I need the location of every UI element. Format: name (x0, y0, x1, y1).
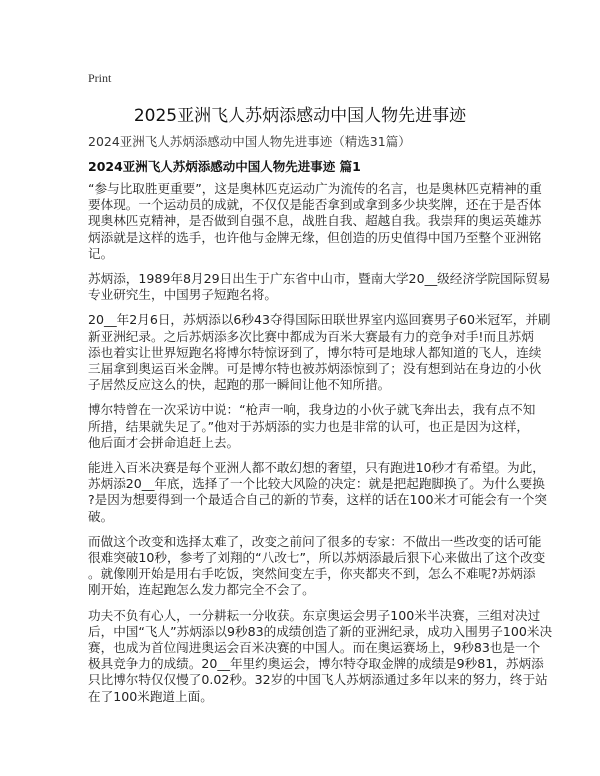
paragraph (88, 181, 542, 262)
paragraph-line: 所措，结果就失足了。”他对于苏炳添的实力也是非常的认可，也正是因为这样， (88, 418, 530, 434)
paragraph-line: “参与比取胜更重要”，这是奥林匹克运动广为流传的名言，也是奥林匹克精神的重 (88, 181, 542, 196)
paragraph-line: 在了100米跑道上面。 (88, 688, 213, 704)
paragraph (88, 533, 546, 599)
paragraph-line: 后，中国“飞人”苏炳添以9秒83的成绩创造了新的亚洲纪录，成功入围男子100米决 (88, 623, 553, 639)
paragraph-line: 很难突破10秒，参考了刘翔的“八改七”，所以苏炳添最后狠下心来做出了这个改变 (88, 550, 546, 566)
paragraph-line: 专业研究生，中国男子短跑名将。 (88, 287, 277, 303)
paragraph-line: 苏炳添，1989年8月29日出生于广东省中山市，暨南大学20__级经济学院国际贸易 (88, 271, 551, 287)
paragraph-line: 记。 (88, 245, 114, 261)
paragraph-line: 极具竞争力的成绩。20__年里约奥运会，博尔特夺取金牌的成绩是9秒81，苏炳添 (88, 656, 544, 672)
paragraph-line: 刚开始，连起跑怎么发力都完全不会了。 (88, 582, 315, 598)
paragraph-line: 三届拿到奥运百米金牌。可是博尔特也被苏炳添惊到了；没有想到站在身边的小伙 (88, 361, 542, 377)
paragraph-line: 添也着实让世界短跑名将博尔特惊讶到了，博尔特可是地球人都知道的飞人，连续 (88, 344, 542, 360)
paragraph-line: 赛，也成为首位闯进奥运会百米决赛的中国人。而在奥运赛场上，9秒83也是一个 (88, 640, 541, 656)
paragraph (88, 460, 547, 525)
paragraph (88, 607, 553, 705)
paragraph-line: 破。 (88, 508, 114, 524)
paragraph-line: ?是因为想要得到一个最适合自己的新的节奏，这样的话在100米才可能会有一个突 (88, 492, 547, 508)
paragraph-line: 苏炳添20__年底，选择了一个比较大风险的决定：就是把起跑脚换了。为什么要换 (88, 476, 545, 492)
paragraph-line: 新亚洲纪录。之后苏炳添多次比赛中都成为百米大赛最有力的竞争对手!而且苏炳 (88, 328, 534, 344)
article-body (88, 181, 553, 714)
paragraph-line: 功夫不负有心人，一分耕耘一分收获。东京奥运会男子100米半决赛，三组对决过 (88, 607, 541, 623)
paragraph (88, 402, 536, 451)
document-title: 2025亚洲飞人苏炳添感动中国人物先进事迹 (133, 106, 467, 126)
paragraph (88, 271, 551, 303)
paragraph-line: 只比博尔特仅仅慢了0.02秒。32岁的中国飞人苏炳添通过多年以来的努力，终于站 (88, 672, 548, 688)
section-heading: 2024亚洲飞人苏炳添感动中国人物先进事迹 篇1 (88, 159, 361, 174)
paragraph-line: 子居然反应这么的快，起跑的那一瞬间让他不知所措。 (88, 377, 391, 393)
document-subtitle: 2024亚洲飞人苏炳添感动中国人物先进事迹（精选31篇） (88, 134, 411, 149)
paragraph-line: 能进入百米决赛是每个亚洲人都不敢幻想的奢望，只有跑进10秒才有希望。为此， (88, 460, 545, 476)
paragraph-line: 他后面才会拼命追赶上去。 (88, 434, 240, 450)
paragraph-line: 博尔特曾在一次采访中说：“枪声一响，我身边的小伙子就飞奔出去，我有点不知 (88, 402, 536, 418)
paragraph-line: 而做这个改变和选择太难了，改变之前问了很多的专家：不做出一些改变的话可能 (88, 533, 542, 549)
paragraph-line: 现奥林匹克精神，是否做到自强不息，战胜自我、超越自我。我崇拜的奥运英雄苏 (88, 213, 542, 229)
paragraph-line: 要体现。一个运动员的成就，不仅仅是能否拿到或拿到多少块奖牌，还在于是否体 (88, 197, 542, 213)
paragraph-line: 。就像刚开始是用右手吃饭，突然间变左手，你夹都夹不到，怎么不难呢?苏炳添 (88, 566, 536, 582)
paragraph (88, 312, 551, 393)
print-label: Print (88, 71, 112, 85)
paragraph-line: 20__年2月6日，苏炳添以6秒43夺得国际田联世界室内巡回赛男子60米冠军，并刷 (88, 312, 551, 328)
paragraph-line: 炳添就是这样的选手，也许他与金牌无缘，但创造的历史值得中国乃至整个亚洲铭 (88, 229, 542, 245)
